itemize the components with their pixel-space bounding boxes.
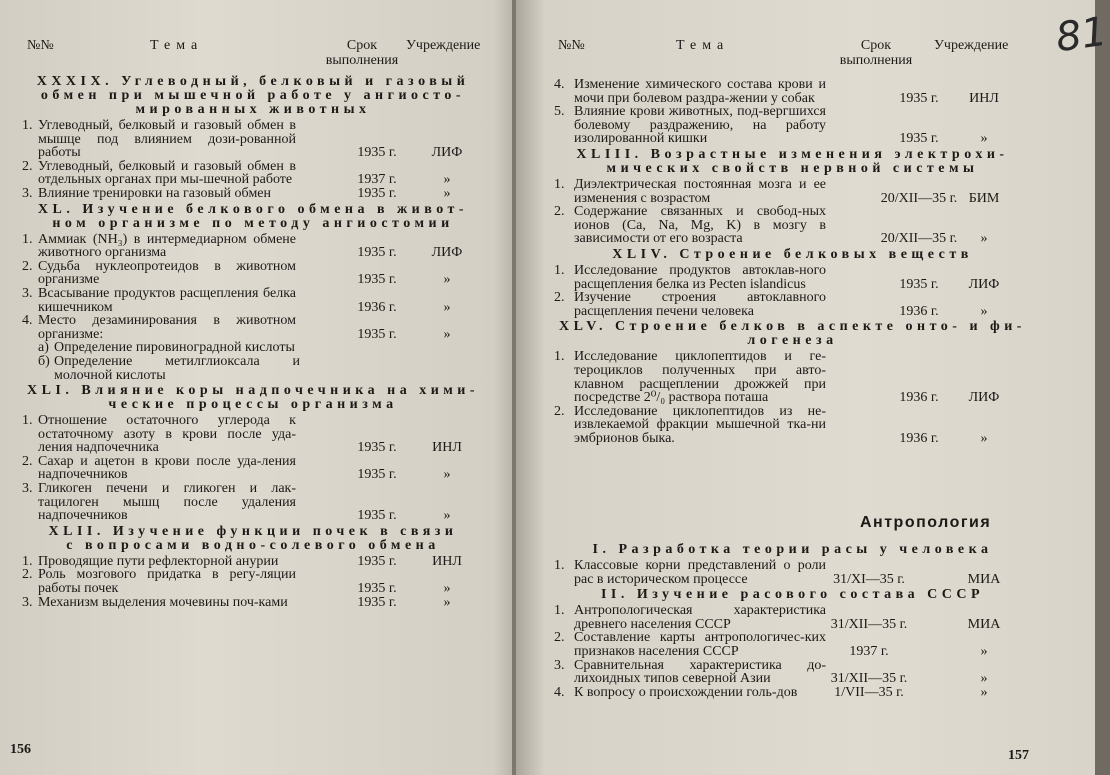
item-institution: ЛИФ <box>431 145 463 161</box>
page-number: 157 <box>1008 748 1029 763</box>
item-institution: » <box>980 430 988 446</box>
item-institution: » <box>980 671 988 687</box>
page-number: 156 <box>10 742 31 757</box>
item-text: Углеводный, белковый и газовый обмен в мышце под влиянием дози-рованной работы <box>38 118 296 161</box>
item-term: 1935 г. <box>357 440 397 456</box>
col-num-header: №№ <box>27 38 54 53</box>
item-number: 2. <box>22 258 33 274</box>
list-item <box>554 350 1031 404</box>
item-text: Классовые корни представлений о роли рас в историческом процессе <box>574 558 826 587</box>
col-topic-header: Тема <box>150 38 204 53</box>
col-num-header: №№ <box>558 38 585 53</box>
item-institution: » <box>980 643 988 659</box>
section-title: XLIV. Строение белковых веществ <box>612 246 973 262</box>
item-number: 2. <box>22 158 33 174</box>
item-institution: » <box>443 581 451 597</box>
item-text: Влияние крови животных, под-вергшихся болевому раздражению, на работу изолированной кишки <box>574 104 826 147</box>
item-number: 1. <box>554 558 565 573</box>
item-text: Исследование продуктов автоклав-ного расщепления белка из Pecten islandicus <box>574 262 826 292</box>
section-title: XLII. Изучение функции почек в связи с вопросами водно-солевого обмена <box>48 523 458 553</box>
list-item <box>554 205 1031 246</box>
right-entries <box>554 78 1031 445</box>
item-institution: ИНЛ <box>969 90 999 106</box>
item-number: 4. <box>554 684 565 700</box>
list-item <box>22 187 484 201</box>
item-text: Составление карты антропологичес-ких признаков населения СССР <box>574 630 826 659</box>
item-term: 1935 г. <box>357 581 397 597</box>
item-number: 2. <box>554 630 565 646</box>
item-institution: ИНЛ <box>432 553 462 569</box>
col-term-header: Срок выполнения <box>325 38 399 68</box>
item-number: 1. <box>554 603 565 619</box>
left-entries <box>22 73 484 609</box>
item-number: 1. <box>22 231 33 247</box>
right-page <box>516 0 1110 775</box>
list-item <box>22 568 484 595</box>
section-title: XLV. Строение белков в аспекте онто- и фи- логенеза <box>559 319 1026 349</box>
item-number: б) <box>38 353 50 369</box>
item-institution: ЛИФ <box>968 276 1000 292</box>
list-item <box>22 233 484 260</box>
item-term: 1935 г. <box>899 90 939 106</box>
item-text: Изменение химического состава крови и мочи при болевом раздра-жении у собак <box>574 77 826 106</box>
item-text: К вопросу о происхождении голь-дов <box>574 684 798 700</box>
item-number: 1. <box>554 349 565 365</box>
item-text: Определение пировиноградной кислоты <box>54 340 295 356</box>
list-item <box>22 555 484 569</box>
item-term: 1935 г. <box>357 594 397 610</box>
item-number: 3. <box>22 481 33 497</box>
section-title: XLIII. Возрастные изменения электрохи- мических свойств нервной системы <box>576 146 1009 176</box>
item-number: 3. <box>22 185 33 201</box>
item-term: 31/XI—35 г. <box>833 571 905 587</box>
list-item <box>22 482 484 523</box>
item-term: 1935 г. <box>357 145 397 161</box>
item-term: 1935 г. <box>357 245 397 261</box>
item-text: Сравнительная характеристика до-лихоидных типов северной Азии <box>574 657 826 687</box>
list-item <box>22 314 484 341</box>
list-item <box>554 686 1031 700</box>
item-text: Роль мозгового придатка в регу-ляции работы почек <box>38 567 296 597</box>
item-term: 1936 г. <box>899 430 939 446</box>
item-institution: » <box>980 131 988 147</box>
item-number: а) <box>38 340 49 356</box>
item-text: Исследование циклопептидов из не-извлекаемой фракции мышечной тка-ни эмбрионов быка. <box>574 403 826 446</box>
item-institution: » <box>980 231 988 247</box>
section-title: I. Разработка теории расы у человека <box>592 542 993 557</box>
item-number: 5. <box>554 104 565 120</box>
item-term: 31/XII—35 г. <box>830 671 908 687</box>
item-term: 1935 г. <box>357 185 397 201</box>
item-number: 3. <box>554 657 565 673</box>
item-number: 2. <box>554 290 565 306</box>
list-item <box>554 291 1031 318</box>
item-term: 1936 г. <box>357 299 397 315</box>
section-title: XL. Изучение белкового обмена в живот- ном организме по методу ангиостомии <box>37 201 469 231</box>
item-number: 2. <box>22 567 33 583</box>
item-term: 1936 г. <box>899 390 939 406</box>
list-item <box>554 559 1031 586</box>
item-text: Проводящие пути рефлекторной анурии <box>38 553 279 569</box>
list-item <box>554 659 1031 686</box>
item-text: Аммиак (NH₃) в интермедиарном обмене животного организма <box>38 231 296 261</box>
item-institution: » <box>443 594 451 610</box>
item-institution: » <box>443 467 451 483</box>
item-institution: » <box>443 272 451 288</box>
section-title: XLI. Влияние коры надпочечника на хими- ческие процессы организма <box>26 383 480 413</box>
section-title: II. Изучение расового состава СССР <box>600 587 985 603</box>
item-term: 1935 г. <box>899 131 939 147</box>
item-text: Исследование циклопептидов и ге-тероциклов полученных при авто-клавном расщеплении дрожжей при посредстве 2⁰/₀ раствора поташа <box>574 349 826 406</box>
item-number: 2. <box>22 453 33 469</box>
item-number: 1. <box>554 262 565 278</box>
item-text: Отношение остаточного углерода к остаточному азоту в крови после уда-ления надпочечника <box>38 413 296 456</box>
item-institution: БИМ <box>968 190 1000 206</box>
item-term: 1936 г. <box>899 303 939 319</box>
item-institution: » <box>443 508 451 524</box>
item-number: 1. <box>22 553 33 569</box>
list-item <box>22 414 484 455</box>
sub-list-item <box>22 355 484 382</box>
col-term-header: Срок выполнения <box>839 38 913 68</box>
list-item <box>554 78 1031 105</box>
item-text: Влияние тренировки на газовый обмен <box>38 185 272 201</box>
item-term: 1/VII—35 г. <box>834 684 904 700</box>
item-text: Изучение строения автоклавного расщепления печени человека <box>574 290 826 319</box>
item-institution: МИА <box>967 571 1001 587</box>
item-term: 20/XII—35 г. <box>880 231 958 247</box>
item-institution: МИА <box>967 616 1001 632</box>
list-item <box>22 260 484 287</box>
item-term: 1935 г. <box>357 508 397 524</box>
item-number: 4. <box>22 313 33 329</box>
item-institution: » <box>980 303 988 319</box>
item-term: 1935 г. <box>899 276 939 292</box>
list-item <box>554 105 1031 146</box>
list-item <box>22 160 484 187</box>
item-institution: » <box>980 684 988 700</box>
item-number: 1. <box>22 413 33 429</box>
item-number: 2. <box>554 204 565 220</box>
section-heading-anthropology: Антропология <box>860 514 992 531</box>
item-institution: ЛИФ <box>968 390 1000 406</box>
item-text: Содержание связанных и свобод-ных ионов (Ca, Na, Mg, K) в мозгу в зависимости от его возраста <box>574 204 826 247</box>
anthropology-entries <box>554 541 1031 699</box>
item-term: 1935 г. <box>357 467 397 483</box>
item-text: Антропологическая характеристика древнего населения СССР <box>574 603 826 632</box>
item-institution: » <box>443 172 451 188</box>
item-institution: ЛИФ <box>431 245 463 261</box>
item-number: 4. <box>554 77 565 92</box>
item-text: Гликоген печени и гликоген и лак-тацилоген мышц после удаления надпочечников <box>38 481 296 524</box>
item-number: 3. <box>22 285 33 301</box>
handwritten-folio-number: 81 <box>1053 8 1110 62</box>
item-text: Углеводный, белковый и газовый обмен в отдельных органах при мы-шечной работе <box>38 158 296 188</box>
list-item <box>22 455 484 482</box>
list-item <box>22 596 484 610</box>
item-institution: » <box>443 326 451 342</box>
item-institution: » <box>443 185 451 201</box>
item-number: 3. <box>22 594 33 610</box>
list-item <box>554 631 1031 658</box>
list-item <box>22 287 484 314</box>
list-item <box>554 405 1031 446</box>
list-item <box>554 604 1031 631</box>
list-item <box>22 119 484 160</box>
item-term: 31/XII—35 г. <box>830 616 908 632</box>
item-term: 1935 г. <box>357 272 397 288</box>
item-text: Диэлектрическая постоянная мозга и ее изменения с возрастом <box>574 176 826 206</box>
list-item <box>554 178 1031 205</box>
left-page <box>0 0 514 775</box>
col-inst-header: Учреждение <box>406 38 481 53</box>
item-text: Всасывание продуктов расщепления белка кишечником <box>38 285 296 315</box>
item-text: Судьба нуклеопротеидов в животном организме <box>38 258 296 288</box>
sub-list-item <box>22 341 484 355</box>
item-number: 1. <box>554 176 565 192</box>
item-text: Механизм выделения мочевины поч-ками <box>38 594 288 610</box>
item-text: Определение метилглиоксала и молочной кислоты <box>54 353 300 383</box>
item-term: 1937 г. <box>849 643 889 659</box>
item-number: 1. <box>22 118 33 133</box>
col-inst-header: Учреждение <box>934 38 1009 53</box>
section-title: XXXIX. Углеводный, белковый и газовый обмен при мышечной работе у ангиосто- мированных животных <box>36 74 470 117</box>
item-term: 1935 г. <box>357 326 397 342</box>
item-text: Сахар и ацетон в крови после уда-ления надпочечников <box>38 453 296 483</box>
item-term: 1935 г. <box>357 553 397 569</box>
item-institution: » <box>443 299 451 315</box>
item-institution: ИНЛ <box>432 440 462 456</box>
item-term: 1937 г. <box>357 172 397 188</box>
item-text: Место дезаминирования в животном организме: <box>38 313 296 342</box>
list-item <box>554 264 1031 291</box>
item-term: 20/XII—35 г. <box>880 190 958 206</box>
col-topic-header: Тема <box>676 38 730 53</box>
item-number: 2. <box>554 403 565 419</box>
